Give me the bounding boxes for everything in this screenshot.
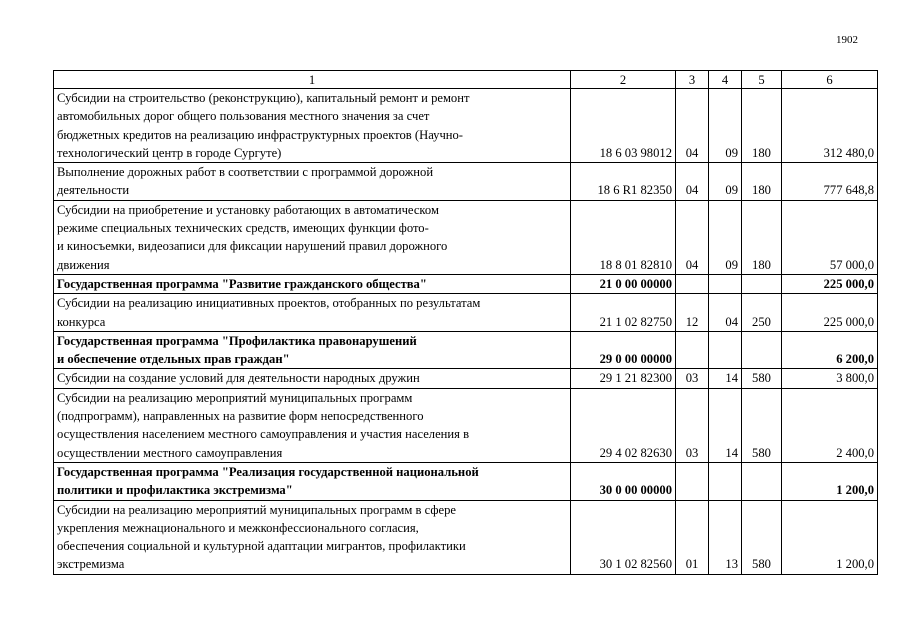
cell-amount: 57 000,0 bbox=[782, 200, 878, 274]
header-col-5: 5 bbox=[742, 71, 782, 89]
cell-name bbox=[54, 369, 571, 388]
cell-amount: 312 480,0 bbox=[782, 89, 878, 163]
cell-expense-type: 580 bbox=[742, 500, 782, 574]
program-row bbox=[54, 462, 878, 500]
cell-section: 03 bbox=[676, 369, 709, 388]
cell-expense-type bbox=[742, 274, 782, 293]
cell-subsection: 13 bbox=[709, 500, 742, 574]
cell-subsection bbox=[709, 462, 742, 500]
cell-name bbox=[54, 89, 571, 163]
cell-code: 30 0 00 00000 bbox=[571, 462, 676, 500]
program-row bbox=[54, 274, 878, 293]
cell-subsection: 09 bbox=[709, 163, 742, 201]
table-row bbox=[54, 294, 878, 332]
cell-name bbox=[54, 294, 571, 332]
cell-amount: 6 200,0 bbox=[782, 331, 878, 369]
row-description: Государственная программа "Профилактика правонарушений и обеспечение отдельных прав граждан" bbox=[57, 333, 417, 367]
cell-code: 29 4 02 82630 bbox=[571, 388, 676, 462]
cell-section: 12 bbox=[676, 294, 709, 332]
cell-name bbox=[54, 163, 571, 201]
table-row bbox=[54, 369, 878, 388]
cell-subsection: 09 bbox=[709, 200, 742, 274]
cell-section: 04 bbox=[676, 200, 709, 274]
cell-code: 18 8 01 82810 bbox=[571, 200, 676, 274]
cell-expense-type: 180 bbox=[742, 163, 782, 201]
cell-name bbox=[54, 200, 571, 274]
row-description: Выполнение дорожных работ в соответствии с программой дорожной деятельности bbox=[57, 165, 434, 198]
cell-section: 03 bbox=[676, 388, 709, 462]
header-col-6: 6 bbox=[782, 71, 878, 89]
cell-amount: 2 400,0 bbox=[782, 388, 878, 462]
row-description: Субсидии на реализацию мероприятий муниципальных программ в сфере укрепления межнационального и межконфессионального согласия, обеспечения социальной и культурной адаптации мигрантов, профилактики экстремизма bbox=[57, 502, 466, 572]
cell-subsection bbox=[709, 274, 742, 293]
cell-section bbox=[676, 462, 709, 500]
cell-section bbox=[676, 331, 709, 369]
header-col-4: 4 bbox=[709, 71, 742, 89]
cell-subsection: 09 bbox=[709, 89, 742, 163]
cell-expense-type: 250 bbox=[742, 294, 782, 332]
row-description: Субсидии на приобретение и установку работающих в автоматическом режиме специальных технических средств, имеющих функции фото- и киносъемки, видеозаписи для фиксации нарушений правил дорожного движения bbox=[57, 202, 448, 272]
table-row bbox=[54, 200, 878, 274]
cell-section: 04 bbox=[676, 89, 709, 163]
cell-name bbox=[54, 462, 571, 500]
cell-name bbox=[54, 274, 571, 293]
program-row bbox=[54, 331, 878, 369]
budget-table bbox=[53, 70, 878, 575]
header-col-3: 3 bbox=[676, 71, 709, 89]
cell-code: 21 0 00 00000 bbox=[571, 274, 676, 293]
cell-section bbox=[676, 274, 709, 293]
cell-code: 29 0 00 00000 bbox=[571, 331, 676, 369]
cell-name bbox=[54, 388, 571, 462]
cell-name bbox=[54, 331, 571, 369]
table-row bbox=[54, 388, 878, 462]
cell-amount: 225 000,0 bbox=[782, 294, 878, 332]
cell-section: 04 bbox=[676, 163, 709, 201]
cell-expense-type bbox=[742, 462, 782, 500]
cell-section: 01 bbox=[676, 500, 709, 574]
table-header-row bbox=[54, 71, 878, 89]
cell-subsection bbox=[709, 331, 742, 369]
cell-subsection: 14 bbox=[709, 388, 742, 462]
cell-amount: 3 800,0 bbox=[782, 369, 878, 388]
header-col-1: 1 bbox=[54, 71, 571, 89]
cell-amount: 1 200,0 bbox=[782, 462, 878, 500]
cell-code: 29 1 21 82300 bbox=[571, 369, 676, 388]
row-description: Субсидии на реализацию мероприятий муниципальных программ (подпрограмм), направленных на развитие форм непосредственного осуществления населением местного самоуправления и участия населения в осуществлении местного самоуправления bbox=[57, 390, 470, 460]
table-row bbox=[54, 500, 878, 574]
cell-code: 18 6 R1 82350 bbox=[571, 163, 676, 201]
table-row bbox=[54, 89, 878, 163]
cell-amount: 225 000,0 bbox=[782, 274, 878, 293]
cell-subsection: 14 bbox=[709, 369, 742, 388]
table-row bbox=[54, 163, 878, 201]
header-col-2: 2 bbox=[571, 71, 676, 89]
row-description: Государственная программа "Развитие гражданского общества" bbox=[57, 276, 427, 291]
cell-code: 21 1 02 82750 bbox=[571, 294, 676, 332]
row-description: Субсидии на строительство (реконструкцию), капитальный ремонт и ремонт автомобильных дорог общего пользования местного значения за счет бюджетных кредитов на реализацию инфраструктурных проектов (Научно- технологический центр в городе Сургуте) bbox=[57, 91, 470, 160]
cell-amount: 1 200,0 bbox=[782, 500, 878, 574]
cell-subsection: 04 bbox=[709, 294, 742, 332]
cell-code: 30 1 02 82560 bbox=[571, 500, 676, 574]
cell-expense-type: 180 bbox=[742, 89, 782, 163]
cell-expense-type: 580 bbox=[742, 388, 782, 462]
row-description: Государственная программа "Реализация государственной национальной политики и профилактика экстремизма" bbox=[57, 464, 479, 498]
cell-expense-type: 580 bbox=[742, 369, 782, 388]
row-description: Субсидии на реализацию инициативных проектов, отобранных по результатам конкурса bbox=[57, 296, 481, 329]
cell-code: 18 6 03 98012 bbox=[571, 89, 676, 163]
page-number: 1902 bbox=[836, 34, 858, 46]
cell-amount: 777 648,8 bbox=[782, 163, 878, 201]
cell-name bbox=[54, 500, 571, 574]
cell-expense-type: 180 bbox=[742, 200, 782, 274]
row-description: Субсидии на создание условий для деятельности народных дружин bbox=[57, 371, 420, 386]
cell-expense-type bbox=[742, 331, 782, 369]
